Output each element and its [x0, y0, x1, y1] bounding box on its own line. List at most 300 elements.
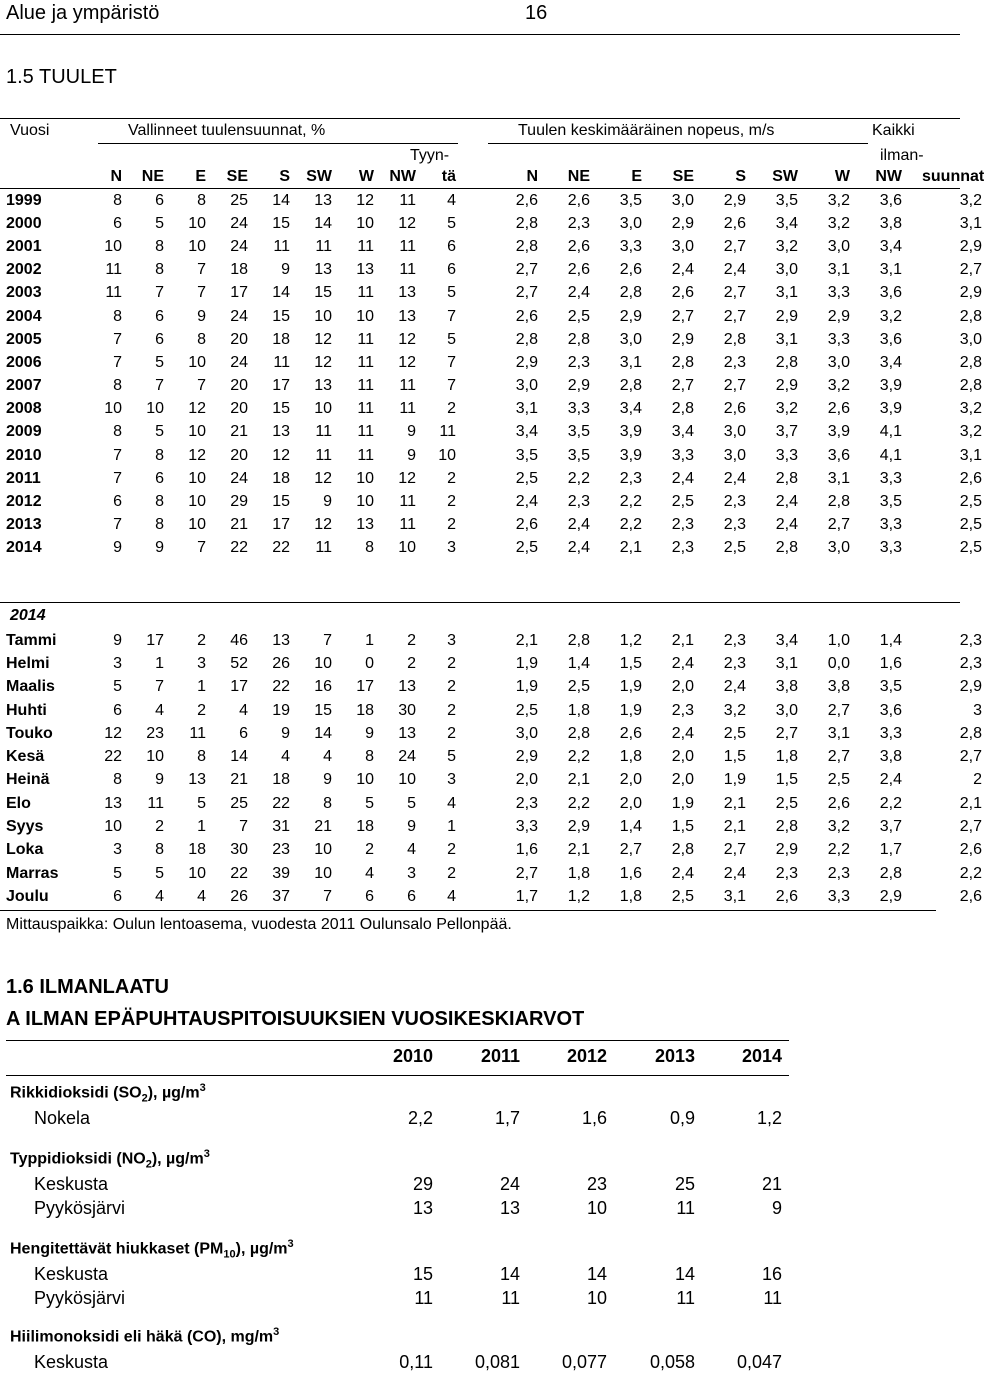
- row-label: 2013: [6, 516, 42, 534]
- pct-cell: 11: [399, 400, 416, 418]
- speed-cell: 1,7: [879, 841, 902, 859]
- pct-cell: 17: [272, 516, 290, 534]
- speed-cell: 2,7: [723, 307, 746, 325]
- pct-cell: 23: [272, 841, 290, 859]
- pct-cell: 37: [272, 887, 290, 905]
- air-value-cell: 14: [499, 1264, 520, 1284]
- speed-cell: 2,9: [619, 307, 642, 325]
- speed-cell: 2,3: [827, 864, 850, 882]
- speed-cell: 3,4: [671, 423, 694, 441]
- speed-cell: 2,3: [723, 654, 746, 672]
- pct-cell: 2: [155, 818, 164, 836]
- pct-cell: 7: [323, 631, 332, 649]
- col-header-year: Vuosi: [10, 122, 50, 139]
- speed-cell: 3,6: [879, 330, 902, 348]
- air-subtitle: A ILMAN EPÄPUHTAUSPITOISUUKSIEN VUOSIKESKIARVOT: [6, 1008, 585, 1030]
- pct-cell: 4: [447, 794, 456, 812]
- speed-cell: 3,3: [879, 469, 902, 487]
- pct-cell: 5: [447, 330, 456, 348]
- pct-cell: 1: [197, 678, 206, 696]
- pct-cell: 12: [314, 516, 332, 534]
- pct-cell: 2: [407, 654, 416, 672]
- speed-cell: 2,4: [567, 284, 590, 302]
- pct-cell: 10: [356, 493, 374, 511]
- air-value-cell: 23: [586, 1174, 607, 1194]
- pct-cell: 22: [230, 539, 248, 557]
- speed-cell: 1,6: [515, 841, 538, 859]
- pct-cell: 8: [155, 446, 164, 464]
- speed-cell: 1,5: [671, 818, 694, 836]
- pct-cell: 9: [323, 771, 332, 789]
- speed-cell: 3,2: [723, 701, 746, 719]
- pct-cell: 24: [230, 353, 248, 371]
- speed-cell: 2,4: [671, 864, 694, 882]
- speed-cell: 2,6: [515, 191, 538, 209]
- pct-cell: 5: [447, 284, 456, 302]
- pct-cell: 10: [188, 353, 206, 371]
- pct-cell: 7: [155, 377, 164, 395]
- speed-cell: 3,9: [619, 446, 642, 464]
- table-row: [0, 398, 982, 421]
- speed-cell: 1,7: [515, 887, 538, 905]
- table-row: [0, 421, 982, 444]
- speed-cell: 3,5: [567, 423, 590, 441]
- air-value-cell: 0,11: [399, 1352, 433, 1372]
- pct-cell: 18: [272, 330, 290, 348]
- pct-cell: 21: [230, 516, 248, 534]
- speed-cell: 3,3: [567, 400, 590, 418]
- speed-cell: 3,0: [515, 724, 538, 742]
- speed-cell: 2,5: [827, 771, 850, 789]
- speed-cell: 3,1: [775, 654, 798, 672]
- air-group-title: Rikkidioksidi $(SO_2)$, $\mu g/m^3$: [10, 1082, 206, 1105]
- pct-cell: 5: [155, 214, 164, 232]
- pct-cell: 4: [155, 887, 164, 905]
- speed-cell: 2,3: [567, 214, 590, 232]
- speed-cell: 2,7: [671, 377, 694, 395]
- speed-cell: 3,8: [775, 678, 798, 696]
- speed-cell: 2,8: [775, 818, 798, 836]
- table-row: [0, 862, 982, 885]
- pct-cell: 11: [315, 539, 332, 557]
- speed-cell: 3,0: [775, 261, 798, 279]
- speed-cell: 2,6: [567, 261, 590, 279]
- pct-cell: 20: [230, 377, 248, 395]
- speed-cell: 3,2: [959, 423, 982, 441]
- speed-cell: 3,6: [879, 284, 902, 302]
- speed-cell: 2,6: [567, 237, 590, 255]
- pct-cell: 3: [447, 539, 456, 557]
- pct-cell: 6: [407, 887, 416, 905]
- speed-cell: 1,4: [567, 654, 590, 672]
- row-label: 2006: [6, 353, 42, 371]
- pct-cell: 10: [438, 446, 456, 464]
- speed-cell: 3,2: [775, 237, 798, 255]
- pct-cell: 5: [447, 748, 456, 766]
- pct-cell: 12: [314, 353, 332, 371]
- air-value-cell: 0,077: [561, 1352, 607, 1372]
- pct-cell: 6: [155, 307, 164, 325]
- col-header-pct-s: S: [279, 168, 290, 185]
- pct-cell: 11: [315, 446, 332, 464]
- speed-cell: 2,7: [827, 701, 850, 719]
- pct-cell: 4: [407, 841, 416, 859]
- speed-cell: 3,8: [879, 748, 902, 766]
- pct-cell: 3: [447, 631, 456, 649]
- speed-cell: 2,2: [567, 748, 590, 766]
- speed-cell: 2,3: [515, 794, 538, 812]
- air-station-label: Pyykösjärvi: [34, 1198, 126, 1218]
- wind-yearly-table: [0, 189, 982, 560]
- speed-cell: 2,6: [619, 261, 642, 279]
- speed-cell: 3,1: [879, 261, 902, 279]
- table-row: [0, 259, 982, 282]
- speed-cell: 1,8: [619, 748, 642, 766]
- table-row: [0, 375, 982, 398]
- speed-cell: 2,3: [775, 864, 798, 882]
- speed-cell: 3,3: [879, 539, 902, 557]
- air-group-title: Hiilimonoksidi eli häkä (CO), $mg/m^3$: [10, 1326, 280, 1346]
- pct-cell: 8: [155, 493, 164, 511]
- speed-cell: 2,7: [959, 261, 982, 279]
- table-row: [0, 351, 982, 374]
- air-station-label: Nokela: [34, 1108, 91, 1128]
- speed-cell: 2,9: [567, 377, 590, 395]
- table-top-rule: [0, 118, 960, 119]
- table-row: [0, 444, 982, 467]
- speed-cell: 2,6: [827, 400, 850, 418]
- speed-cell: 3,2: [775, 400, 798, 418]
- pct-cell: 7: [197, 377, 206, 395]
- speed-cell: 1,9: [515, 678, 538, 696]
- pct-cell: 2: [447, 678, 456, 696]
- speed-cell: 1,2: [619, 631, 642, 649]
- col-header-all-1: Kaikki: [872, 122, 915, 139]
- speed-cell: 3,2: [959, 400, 982, 418]
- speed-cell: 3,1: [959, 214, 982, 232]
- air-value-cell: 9: [771, 1198, 782, 1218]
- speed-cell: 1,5: [619, 654, 642, 672]
- table-row: [0, 514, 982, 537]
- pct-cell: 25: [230, 191, 248, 209]
- speed-cell: 2,9: [827, 307, 850, 325]
- speed-cell: 3,4: [775, 214, 798, 232]
- pct-cell: 12: [188, 400, 206, 418]
- pct-cell: 10: [188, 516, 206, 534]
- speed-cell: 3,1: [959, 446, 982, 464]
- row-label: 1999: [6, 191, 42, 209]
- pct-cell: 6: [113, 214, 122, 232]
- pct-cell: 6: [113, 493, 122, 511]
- speed-cell: 2,1: [567, 841, 590, 859]
- pct-cell: 17: [230, 678, 248, 696]
- pct-cell: 12: [398, 330, 416, 348]
- pct-cell: 11: [399, 516, 416, 534]
- pct-cell: 5: [197, 794, 206, 812]
- row-label: 2009: [6, 423, 42, 441]
- col-header-pct-se: SE: [226, 168, 248, 185]
- pct-cell: 6: [239, 724, 248, 742]
- speed-cell: 2,4: [775, 516, 798, 534]
- table-row: [0, 792, 982, 815]
- speed-cell: 3,4: [775, 631, 798, 649]
- pct-cell: 10: [314, 864, 332, 882]
- pct-cell: 22: [272, 794, 290, 812]
- pct-cell: 24: [230, 469, 248, 487]
- col-header-calm-2: tä: [441, 168, 456, 185]
- pct-cell: 24: [230, 307, 248, 325]
- pct-cell: 5: [155, 353, 164, 371]
- speed-cell: 2,7: [619, 841, 642, 859]
- speed-cell: 2,3: [567, 353, 590, 371]
- speed-cell: 2,9: [775, 841, 798, 859]
- speed-cell: 2,0: [619, 771, 642, 789]
- monthly-top-rule: [0, 602, 960, 603]
- speed-cell: 3,2: [959, 191, 982, 209]
- speed-cell: 2,8: [775, 539, 798, 557]
- col-header-speed-se: SE: [672, 168, 694, 185]
- pct-cell: 6: [155, 191, 164, 209]
- row-label: Loka: [6, 841, 44, 859]
- pct-cell: 15: [272, 214, 290, 232]
- speed-cell: 3,0: [723, 423, 746, 441]
- speed-cell: 2,6: [567, 191, 590, 209]
- pct-cell: 12: [314, 469, 332, 487]
- pct-cell: 13: [188, 771, 206, 789]
- pct-cell: 3: [113, 841, 122, 859]
- pct-cell: 7: [197, 284, 206, 302]
- row-label: Joulu: [6, 887, 49, 905]
- pct-cell: 7: [447, 377, 456, 395]
- pct-cell: 4: [447, 191, 456, 209]
- air-group-title: Hengitettävät hiukkaset $(PM_{10})$, $\mu g/m^3$: [10, 1238, 294, 1261]
- pct-cell: 14: [272, 284, 290, 302]
- speed-cell: 1,4: [619, 818, 642, 836]
- speed-cell: 3,3: [879, 724, 902, 742]
- speed-cell: 2,8: [959, 307, 982, 325]
- speed-cell: 2,4: [567, 539, 590, 557]
- speed-cell: 2,8: [567, 631, 590, 649]
- speed-cell: 3,0: [827, 353, 850, 371]
- row-label: 2003: [6, 284, 42, 302]
- pct-cell: 9: [365, 724, 374, 742]
- speed-cell: 4,1: [879, 446, 902, 464]
- speed-cell: 2,8: [515, 237, 538, 255]
- pct-cell: 31: [272, 818, 290, 836]
- table-row: [0, 699, 982, 722]
- speed-cell: 2,9: [775, 377, 798, 395]
- pct-cell: 13: [104, 794, 122, 812]
- pct-cell: 3: [447, 771, 456, 789]
- pct-cell: 10: [188, 237, 206, 255]
- table-row: [0, 885, 982, 908]
- air-value-cell: 10: [586, 1288, 607, 1308]
- air-value-cell: 14: [586, 1264, 607, 1284]
- speed-cell: 2,8: [515, 330, 538, 348]
- speed-cell: 2,7: [515, 284, 538, 302]
- pct-cell: 11: [357, 284, 374, 302]
- pct-cell: 13: [314, 191, 332, 209]
- pct-cell: 12: [272, 446, 290, 464]
- pct-cell: 8: [113, 423, 122, 441]
- speed-cell: 2,7: [775, 724, 798, 742]
- col-header-calm-1: Tyyn-: [410, 147, 450, 164]
- pct-cell: 21: [230, 423, 248, 441]
- air-value-cell: 13: [499, 1198, 520, 1218]
- pct-cell: 10: [314, 654, 332, 672]
- pct-cell: 2: [447, 493, 456, 511]
- pct-cell: 8: [155, 516, 164, 534]
- col-header-pct-n: N: [110, 168, 122, 185]
- speed-cell: 2,8: [827, 493, 850, 511]
- pct-cell: 17: [356, 678, 374, 696]
- pct-cell: 11: [399, 261, 416, 279]
- col-header-pct-ne: NE: [141, 168, 164, 185]
- speed-cell: 2,4: [723, 864, 746, 882]
- pct-cell: 8: [365, 539, 374, 557]
- pct-cell: 18: [272, 771, 290, 789]
- speed-cell: 3,7: [879, 818, 902, 836]
- speed-cell: 2,2: [959, 864, 982, 882]
- table-row: [0, 212, 982, 235]
- air-top-rule: [6, 1040, 789, 1041]
- speed-cell: 3,0: [775, 701, 798, 719]
- speed-cell: 3,5: [879, 678, 902, 696]
- speed-cell: 2,4: [723, 261, 746, 279]
- speed-cell: 2,3: [671, 539, 694, 557]
- speed-cell: 2,2: [619, 516, 642, 534]
- speed-cell: 2,8: [567, 724, 590, 742]
- speed-cell: 1,2: [567, 887, 590, 905]
- speed-cell: 2,1: [567, 771, 590, 789]
- speed-cell: 3,0: [619, 330, 642, 348]
- pct-cell: 2: [447, 841, 456, 859]
- row-label: 2005: [6, 330, 42, 348]
- speed-cell: 2,5: [567, 678, 590, 696]
- pct-cell: 26: [272, 654, 290, 672]
- pct-cell: 4: [155, 701, 164, 719]
- pct-cell: 10: [356, 469, 374, 487]
- pct-cell: 10: [356, 307, 374, 325]
- footnote: Mittauspaikka: Oulun lentoasema, vuodesta 2011 Oulunsalo Pellonpää.: [6, 916, 512, 933]
- row-label: 2007: [6, 377, 42, 395]
- row-label: Elo: [6, 794, 31, 812]
- air-year-2012: 2012: [566, 1046, 607, 1066]
- pct-cell: 10: [104, 818, 122, 836]
- row-label: 2002: [6, 261, 42, 279]
- pct-cell: 2: [447, 400, 456, 418]
- monthly-year-label: 2014: [10, 607, 46, 624]
- speed-cell: 2,4: [879, 771, 902, 789]
- table-row: [0, 629, 982, 652]
- air-value-cell: 0,058: [649, 1352, 695, 1372]
- air-value-cell: 11: [763, 1288, 782, 1308]
- speed-cell: 2,9: [775, 307, 798, 325]
- speed-cell: 3,4: [879, 237, 902, 255]
- pct-cell: 15: [272, 493, 290, 511]
- speed-cell: 2,6: [515, 307, 538, 325]
- row-label: 2004: [6, 307, 42, 325]
- pct-cell: 20: [230, 330, 248, 348]
- pct-cell: 30: [230, 841, 248, 859]
- wind-monthly-table: [0, 629, 982, 909]
- pct-cell: 10: [104, 237, 122, 255]
- pct-cell: 9: [407, 423, 416, 441]
- speed-cell: 2,3: [671, 701, 694, 719]
- speed-cell: 3,1: [827, 261, 850, 279]
- pct-cell: 9: [113, 539, 122, 557]
- pct-cell: 20: [230, 446, 248, 464]
- speed-cell: 2,7: [723, 377, 746, 395]
- speed-cell: 2,8: [567, 330, 590, 348]
- pct-cell: 8: [197, 191, 206, 209]
- pct-cell: 7: [113, 469, 122, 487]
- pct-cell: 22: [104, 748, 122, 766]
- pct-cell: 7: [113, 446, 122, 464]
- speed-cell: 1,9: [723, 771, 746, 789]
- pct-cell: 12: [314, 330, 332, 348]
- pct-cell: 7: [447, 353, 456, 371]
- speed-cell: 3,2: [827, 818, 850, 836]
- air-header-rule: [6, 1075, 789, 1076]
- row-label: Huhti: [6, 701, 47, 719]
- pct-cell: 7: [323, 887, 332, 905]
- speed-cell: 2,4: [723, 678, 746, 696]
- row-label: Helmi: [6, 654, 50, 672]
- air-value-cell: 11: [501, 1288, 520, 1308]
- speed-cell: 3,2: [827, 214, 850, 232]
- speed-cell: 2,7: [723, 237, 746, 255]
- pct-cell: 13: [356, 261, 374, 279]
- pct-cell: 10: [398, 539, 416, 557]
- pct-cell: 15: [314, 701, 332, 719]
- speed-cell: 3,0: [515, 377, 538, 395]
- pct-cell: 8: [113, 307, 122, 325]
- speed-cell: 2,8: [619, 284, 642, 302]
- pct-cell: 18: [230, 261, 248, 279]
- speed-cell: 2,7: [827, 748, 850, 766]
- pct-cell: 1: [447, 818, 456, 836]
- air-station-label: Keskusta: [34, 1264, 109, 1284]
- pct-cell: 7: [113, 516, 122, 534]
- speed-cell: 2,6: [671, 284, 694, 302]
- speed-cell: 2,7: [959, 818, 982, 836]
- speed-cell: 3,5: [619, 191, 642, 209]
- pct-cell: 22: [272, 678, 290, 696]
- row-label: 2012: [6, 493, 42, 511]
- air-group-title: Typpidioksidi $(NO_2)$, $\mu g/m^3$: [10, 1148, 210, 1171]
- air-station-label: Keskusta: [34, 1174, 109, 1194]
- speed-cell: 2,4: [723, 469, 746, 487]
- speed-cell: 2,5: [959, 539, 982, 557]
- pct-cell: 17: [230, 284, 248, 302]
- pct-cell: 10: [314, 307, 332, 325]
- pct-cell: 5: [113, 864, 122, 882]
- speed-cell: 2,5: [959, 516, 982, 534]
- pct-cell: 15: [272, 307, 290, 325]
- group-header-directions: Vallinneet tuulensuunnat, %: [128, 122, 326, 139]
- pct-cell: 6: [365, 887, 374, 905]
- pct-cell: 24: [230, 237, 248, 255]
- pct-cell: 9: [407, 818, 416, 836]
- speed-cell: 2,8: [959, 724, 982, 742]
- speed-cell: 3,3: [671, 446, 694, 464]
- row-label: Kesä: [6, 748, 45, 766]
- speed-cell: 2,5: [671, 493, 694, 511]
- air-station-label: Keskusta: [34, 1352, 109, 1372]
- speed-cell: 1,6: [879, 654, 902, 672]
- row-label: 2014: [6, 539, 42, 557]
